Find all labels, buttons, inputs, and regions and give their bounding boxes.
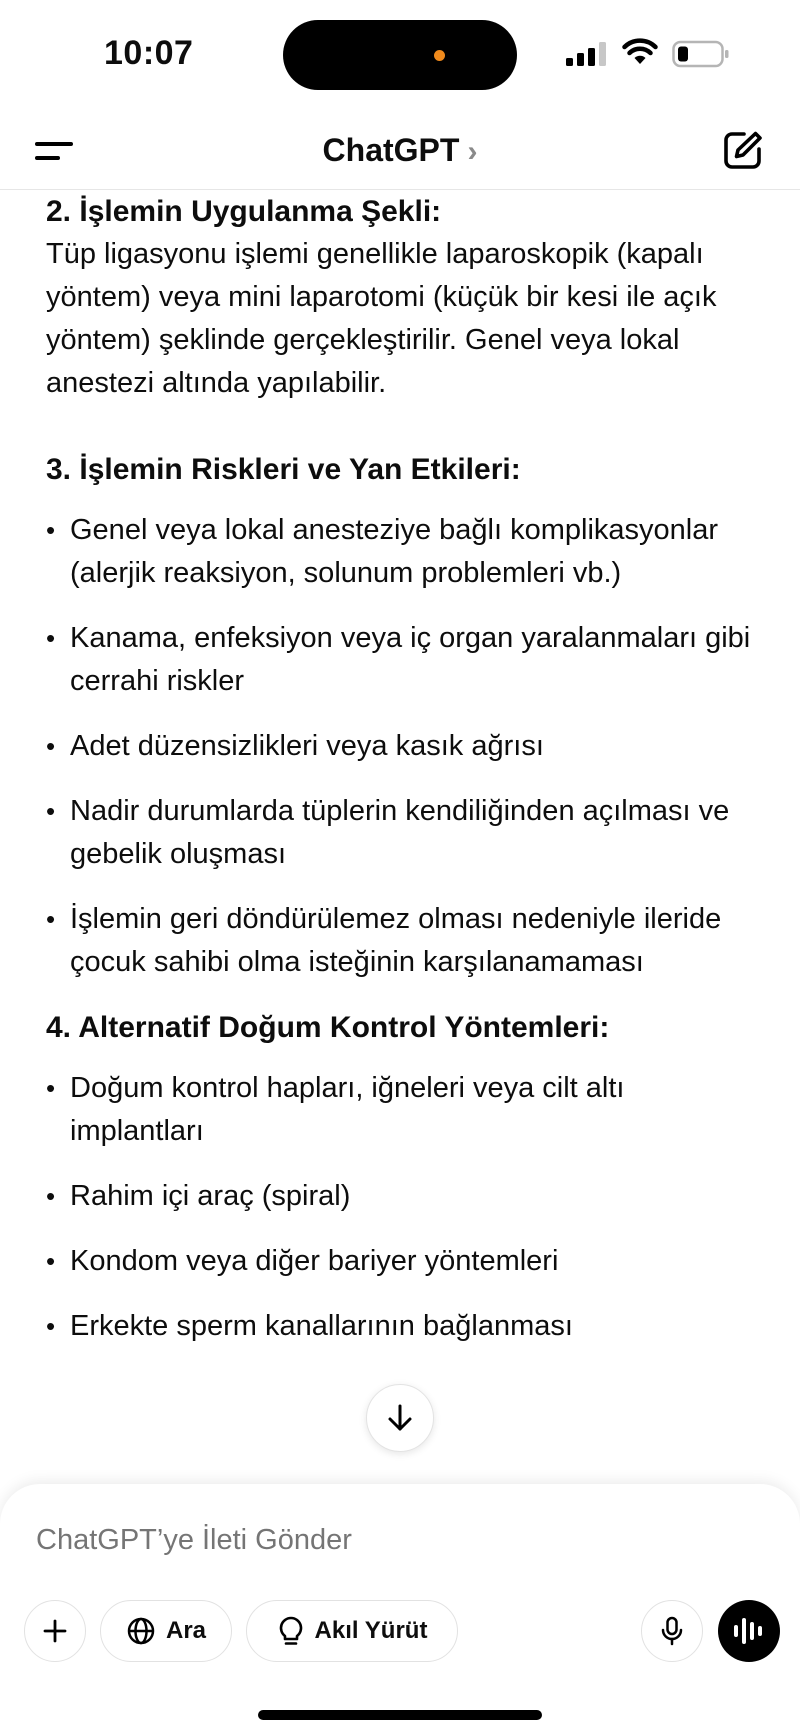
list-item: • Adet düzensizlikleri veya kasık ağrısı xyxy=(46,725,766,768)
battery-icon xyxy=(672,40,730,68)
globe-icon xyxy=(126,1616,156,1646)
scroll-to-bottom-button[interactable] xyxy=(366,1384,434,1452)
status-bar xyxy=(0,0,800,110)
attach-button[interactable] xyxy=(24,1600,86,1662)
search-button[interactable] xyxy=(100,1600,232,1662)
reason-button-label: Akıl Yürüt xyxy=(314,1617,428,1644)
nav-title: ChatGPT xyxy=(322,132,460,168)
bullet-list xyxy=(46,1067,766,1348)
list-item: • Kanama, enfeksiyon veya iç organ yaralanmaları gibi cerrahi riskler xyxy=(46,617,766,703)
lightbulb-icon xyxy=(277,1615,305,1647)
privacy-indicator-dot xyxy=(434,50,445,61)
list-item: • İşlemin geri döndürülemez olması nedeniyle ileride çocuk sahibi olma isteğinin karşılanamaması xyxy=(46,898,766,984)
plus-icon xyxy=(42,1618,68,1644)
section-heading: 3. İşlemin Riskleri ve Yan Etkileri: xyxy=(46,453,521,486)
bullet-list xyxy=(46,509,766,984)
top-nav-bar xyxy=(0,110,800,190)
model-selector[interactable] xyxy=(0,132,800,169)
section-heading: 4. Alternatif Doğum Kontrol Yöntemleri: xyxy=(46,1011,610,1044)
message-composer xyxy=(0,1484,800,1733)
search-button-label: Ara xyxy=(165,1617,207,1644)
dynamic-island xyxy=(283,20,517,90)
wifi-icon xyxy=(622,38,658,66)
list-item: • Nadir durumlarda tüplerin kendiliğinden açılması ve gebelik oluşması xyxy=(46,790,766,876)
voice-mode-button[interactable] xyxy=(718,1600,780,1662)
arrow-down-icon xyxy=(385,1403,415,1433)
list-item: • Genel veya lokal anesteziye bağlı komplikasyonlar (alerjik reaksiyon, solunum problemleri vb.) xyxy=(46,509,766,595)
section-heading: 2. İşlemin Uygulanma Şekli: xyxy=(46,195,442,228)
list-item: • Kondom veya diğer bariyer yöntemleri xyxy=(46,1240,766,1283)
microphone-icon xyxy=(659,1616,685,1646)
dictate-button[interactable] xyxy=(641,1600,703,1662)
new-chat-icon[interactable] xyxy=(722,129,764,171)
list-item: • Doğum kontrol hapları, iğneleri veya cilt altı implantları xyxy=(46,1067,766,1153)
reason-button[interactable] xyxy=(246,1600,458,1662)
list-item: • Erkekte sperm kanallarının bağlanması xyxy=(46,1305,766,1348)
message-input[interactable] xyxy=(36,1524,736,1557)
voice-waveform-icon xyxy=(732,1616,766,1646)
status-time: 10:07 xyxy=(104,34,194,72)
section-paragraph: Tüp ligasyonu işlemi genellikle laparoskopik (kapalı yöntem) veya mini laparotomi (küçük bir kesi ile açık yöntem) şeklinde gerçekleştirilir. Genel veya lokal anestezi altında yapılabilir. xyxy=(46,238,717,399)
list-item: • Rahim içi araç (spiral) xyxy=(46,1175,766,1218)
cellular-signal-icon xyxy=(566,42,608,66)
chat-message-content xyxy=(46,190,766,1480)
home-indicator[interactable] xyxy=(258,1710,542,1720)
chevron-right-icon: › xyxy=(467,135,478,168)
